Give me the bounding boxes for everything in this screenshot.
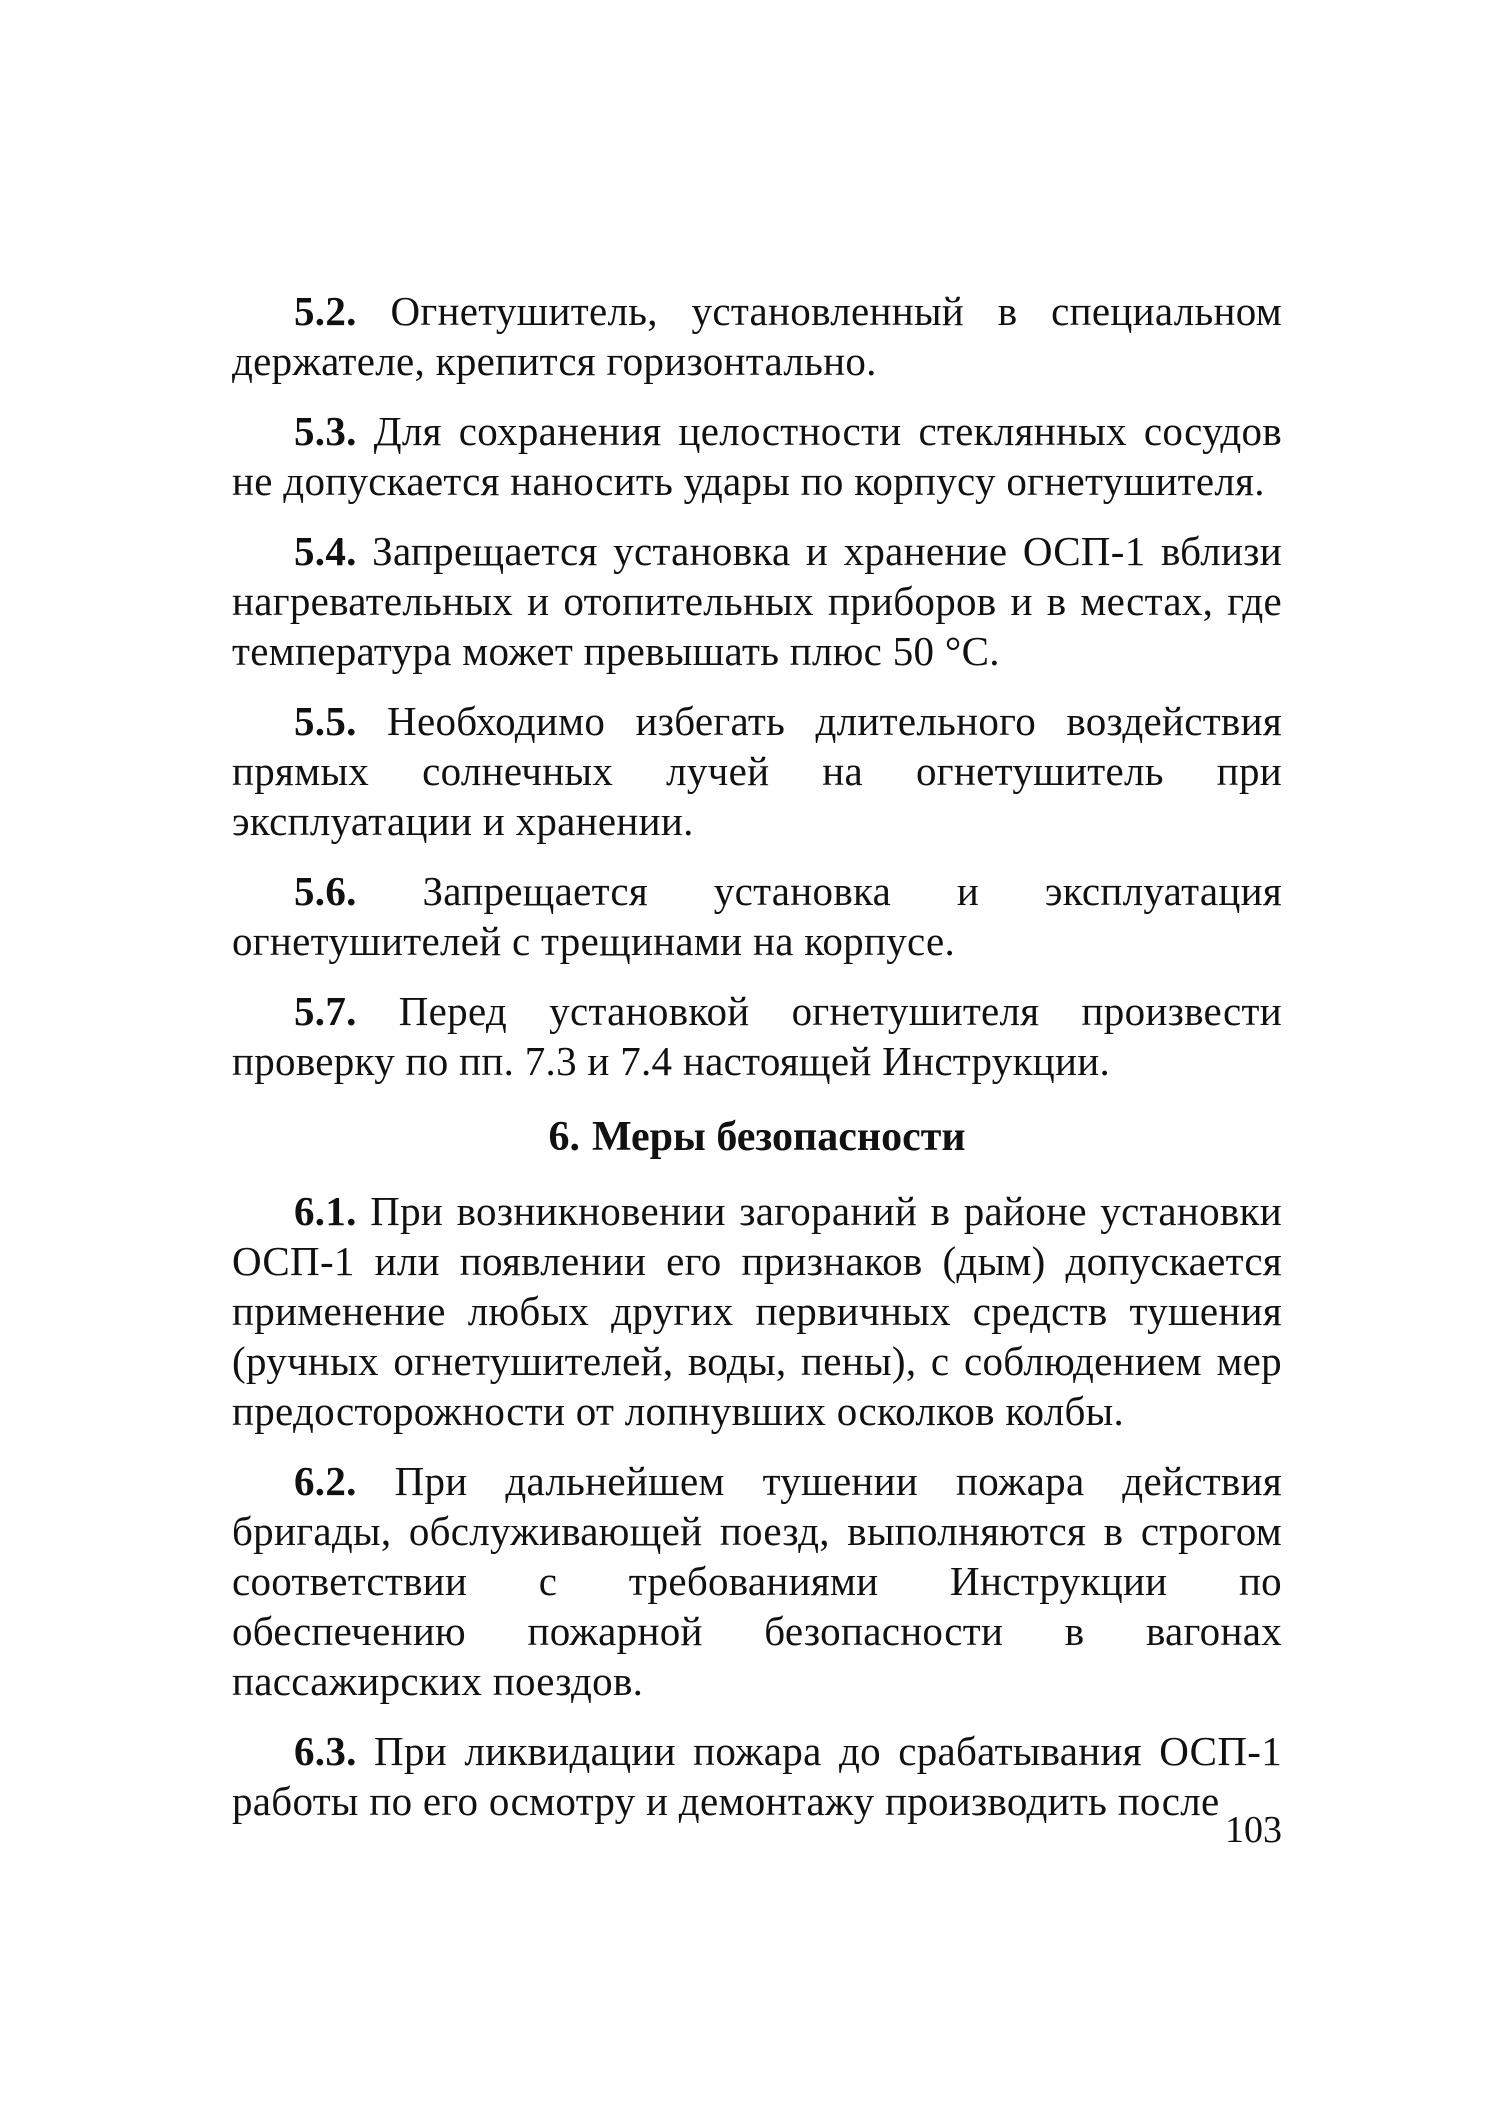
paragraph-6-3 xyxy=(232,1726,1282,1826)
section-heading xyxy=(232,1112,1282,1162)
paragraph-5-3 xyxy=(232,406,1282,506)
paragraph-number: 5.5. xyxy=(294,698,357,744)
section-title: Меры безопасности xyxy=(591,1114,966,1160)
paragraph-number: 5.2. xyxy=(294,288,357,334)
paragraph-number: 6.1. xyxy=(294,1188,357,1234)
paragraph-text: Необходимо избегать длительного воздействия прямых солнечных лучей на огнетушитель при эксплуатации и хранении. xyxy=(232,698,1282,844)
paragraph-5-7 xyxy=(232,986,1282,1086)
paragraph-text: При возникновении загораний в районе установки ОСП-1 или появлении его признаков (дым) допускается применение любых других первичных средств тушения (ручных огнетушителей, воды, пены), с соблюдением мер предосторожности от лопнувших осколков колбы. xyxy=(232,1188,1282,1434)
paragraph-5-4 xyxy=(232,526,1282,676)
paragraph-5-5 xyxy=(232,696,1282,846)
paragraph-number: 6.2. xyxy=(294,1458,357,1504)
paragraph-number: 5.4. xyxy=(294,528,357,574)
paragraph-text: Запрещается установка и эксплуатация огнетушителей с трещинами на корпусе. xyxy=(232,868,1282,964)
page-body xyxy=(232,286,1282,1846)
paragraph-text: Для сохранения целостности стеклянных сосудов не допускается наносить удары по корпусу огнетушителя. xyxy=(232,408,1282,504)
paragraph-text: При ликвидации пожара до срабатывания ОСП-1 работы по его осмотру и демонтажу производить после xyxy=(232,1728,1282,1824)
paragraph-text: При дальнейшем тушении пожара действия бригады, обслуживающей поезд, выполняются в строгом соответствии с требованиями Инструкции по обеспечению пожарной безопасности в вагонах пассажирских поездов. xyxy=(232,1458,1282,1704)
paragraph-6-1 xyxy=(232,1186,1282,1436)
paragraph-text: Огнетушитель, установленный в специальном держателе, крепится горизонтально. xyxy=(232,288,1282,384)
page-number: 103 xyxy=(1225,1809,1282,1851)
section-number: 6. xyxy=(548,1114,580,1160)
paragraph-number: 5.6. xyxy=(294,868,357,914)
paragraph-5-6 xyxy=(232,866,1282,966)
paragraph-text: Запрещается установка и хранение ОСП-1 вблизи нагревательных и отопительных приборов и в местах, где температура может превышать плюс 50 °С. xyxy=(232,528,1282,674)
paragraph-number: 5.7. xyxy=(294,988,357,1034)
paragraph-text: Перед установкой огнетушителя произвести проверку по пп. 7.3 и 7.4 настоящей Инструкции. xyxy=(232,988,1282,1084)
paragraph-number: 5.3. xyxy=(294,408,357,454)
paragraph-number: 6.3. xyxy=(294,1728,357,1774)
paragraph-6-2 xyxy=(232,1456,1282,1706)
paragraph-5-2 xyxy=(232,286,1282,386)
